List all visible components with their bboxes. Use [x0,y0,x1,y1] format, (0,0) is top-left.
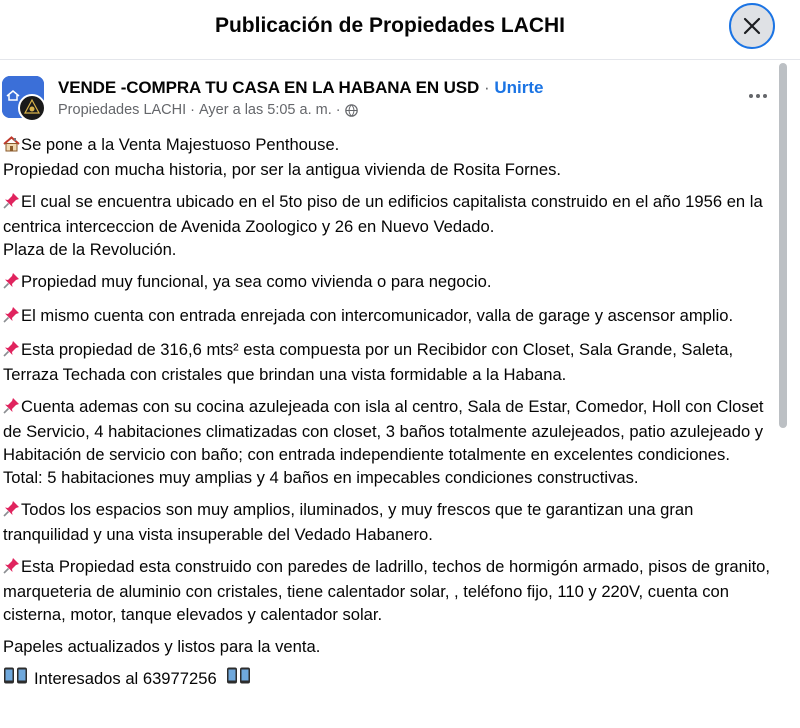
author-name[interactable]: Propiedades LACHI [58,102,187,118]
pushpin-icon [3,192,20,215]
pushpin-icon [3,306,20,329]
post-paragraph: Esta propiedad de 316,6 mts² esta compuesta por un Recibidor con Closet, Sala Grande, Saleta, Terraza Techada con cristales que brindan una vista formidable a la Habana. [3,340,734,384]
more-icon [749,94,753,98]
more-options-button[interactable] [745,87,773,105]
mobile-phone-icon [239,667,251,690]
mobile-phone-icon [3,667,15,690]
close-button[interactable] [729,3,775,49]
mobile-phone-icon [226,667,238,690]
group-name-link[interactable]: VENDE -COMPRA TU CASA EN LA HABANA EN USD [58,78,480,97]
contact-text: Interesados al 63977256 [34,669,217,688]
post-paragraph: Papeles actualizados y listos para la venta. [3,637,321,656]
house-icon [3,135,20,158]
pushpin-icon [3,500,20,523]
modal-title: Publicación de Propiedades LACHI [214,14,566,37]
post-paragraph: Propiedad muy funcional, ya sea como vivienda o para negocio. [3,270,775,295]
author-avatar[interactable] [18,94,46,122]
post-content [0,61,776,728]
join-group-link[interactable]: Unirte [494,78,544,97]
mobile-phone-icon [16,667,28,690]
post-timestamp[interactable]: Ayer a las 5:05 a. m. [199,102,332,118]
separator-dot: · [483,78,490,97]
meta-separator: · [190,102,196,118]
pushpin-icon [3,340,20,363]
post-paragraph: Esta Propiedad esta construido con paredes de ladrillo, techos de hormigón armado, pisos de granito, marqueteria de aluminio con cristales, tiene calentador solar, , teléfono fijo, 110 y 220V, cuenta con cisterna, motor, tanque elevados y calentador solar. [3,557,771,624]
globe-icon [345,104,358,117]
meta-separator-2: · [335,102,341,118]
post-paragraph: El mismo cuenta con entrada enrejada con intercomunicador, valla de garage y ascensor amplio. [3,304,775,329]
post-meta [58,102,358,118]
pushpin-icon [3,397,20,420]
post-paragraph: El cual se encuentra ubicado en el 5to piso de un edificios capitalista construido en el año 1956 en la centrica interceccion de Avenida Zoologico y 26 en Nuevo Vedado. Plaza de la Revolución. [3,192,763,259]
pushpin-icon [3,272,20,295]
modal-header [0,0,800,60]
pushpin-icon [3,557,20,580]
post-body [3,133,775,699]
close-icon [743,17,761,35]
post-header-line [58,78,544,98]
post-paragraph: Todos los espacios son muy amplios, iluminados, y muy frescos que te garantizan una gran tranquilidad y una vista insuperable del Vedado Habanero. [3,500,694,544]
post-paragraph: Cuenta ademas con su cocina azulejeada con isla al centro, Sala de Estar, Comedor, Holl con Closet de Servicio, 4 habitaciones climatizadas con closet, 3 baños totalmente azulejeados, patio azulejeado y Habitación de servicio con baño; con entrada independiente totalmente en excelentes condiciones. Total: 5 habitaciones muy amplias y 4 baños en impecables condiciones constructivas. [3,397,764,487]
contact-line [3,667,775,690]
post-paragraph: Se pone a la Venta Majestuoso Penthouse. Propiedad con mucha historia, por ser la antigua vivienda de Rosita Fornes. [3,135,562,179]
scrollbar-thumb[interactable] [779,63,787,428]
